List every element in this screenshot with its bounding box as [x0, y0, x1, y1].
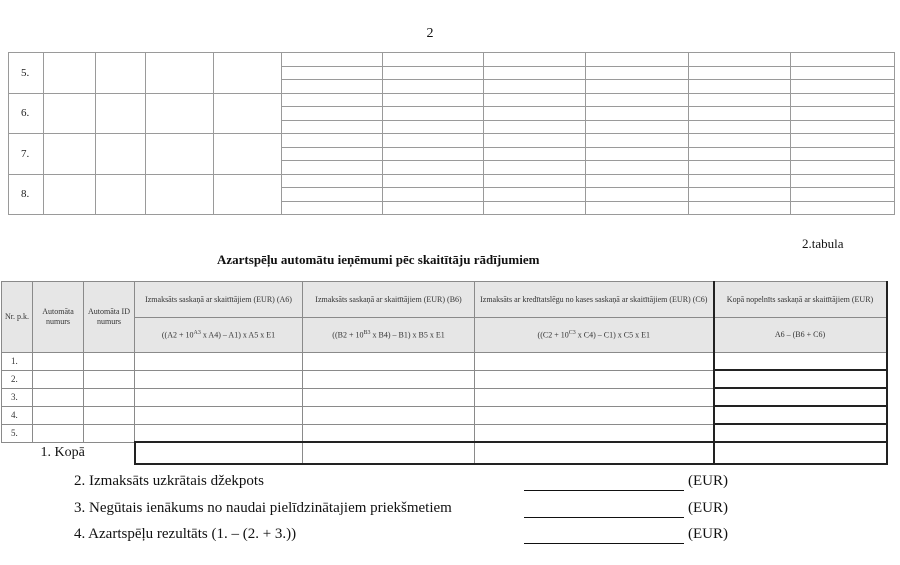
- page-number: 2: [426, 26, 434, 41]
- continuation-table: [8, 52, 895, 215]
- summary-jackpot-unit: (EUR): [688, 473, 728, 489]
- continuation-row: [9, 53, 895, 94]
- summary-jackpot-blank: [524, 476, 684, 491]
- meter-revenue-table: [1, 281, 888, 465]
- table-row: [2, 406, 887, 424]
- row-number: 6.: [9, 93, 44, 134]
- table-row: [2, 370, 887, 388]
- summary-lost-income-blank: [524, 503, 684, 518]
- header-c6: Izmaksāts ar kredītatslēgu no kases saskaņā ar skaitītājiem (EUR) (C6): [475, 282, 714, 318]
- continuation-row: [9, 134, 895, 175]
- formula-c: (($C2 + 10^{C3}$ x C4) – C1) x C5 x E1: [475, 318, 714, 353]
- summary-lost-income-unit: (EUR): [688, 500, 728, 516]
- header-total: Kopā nopelnīts saskaņā ar skaitītājiem (EUR): [714, 282, 887, 318]
- row-number: 3.: [2, 388, 33, 406]
- header-machine-id: Automāta ID numurs: [84, 282, 135, 353]
- header-nr: Nr. p.k.: [2, 282, 33, 353]
- header-b6: Izmaksāts saskaņā ar skaitītājiem (EUR) (B6): [303, 282, 475, 318]
- total-label: 1. Kopā: [33, 442, 135, 464]
- formula-a: (($A2 + 10^{A3}$ x A4) – A1) x A5 x E1: [135, 318, 303, 353]
- total-a6-cell: [135, 442, 303, 464]
- continuation-row: [9, 93, 895, 134]
- row-number: 5.: [2, 424, 33, 442]
- header-machine-number: Automāta numurs: [33, 282, 84, 353]
- table-row: [2, 353, 887, 371]
- total-sum-cell: [714, 442, 887, 464]
- table-row: [2, 424, 887, 442]
- row-number: 5.: [9, 53, 44, 94]
- total-b6-cell: [303, 442, 475, 464]
- summary-result-label: 4. Azartspēļu rezultāts (1. – (2. + 3.)): [74, 526, 297, 542]
- continuation-row: [9, 174, 895, 215]
- row-number: 2.: [2, 370, 33, 388]
- summary-jackpot-label: 2. Izmaksāts uzkrātais džekpots: [74, 473, 264, 489]
- row-number: 8.: [9, 174, 44, 215]
- row-number: 4.: [2, 406, 33, 424]
- table-label: 2.tabula: [802, 236, 844, 251]
- summary-result-unit: (EUR): [688, 526, 728, 542]
- summary-result-blank: [524, 529, 684, 544]
- row-number: 1.: [2, 353, 33, 371]
- summary-lost-income-label: 3. Negūtais ienākums no naudai pielīdzinātajiem priekšmetiem: [74, 500, 452, 516]
- formula-total: A6 – (B6 + C6): [714, 318, 887, 353]
- total-c6-cell: [475, 442, 714, 464]
- table-title: Azartspēļu automātu ieņēmumi pēc skaitītāju rādījumiem: [217, 252, 540, 267]
- row-number: 7.: [9, 134, 44, 175]
- total-row: [2, 442, 887, 464]
- formula-b: (($B2 + 10^{B3}$ x B4) – B1) x B5 x E1: [303, 318, 475, 353]
- table-row: [2, 388, 887, 406]
- header-a6: Izmaksāts saskaņā ar skaitītājiem (EUR) (A6): [135, 282, 303, 318]
